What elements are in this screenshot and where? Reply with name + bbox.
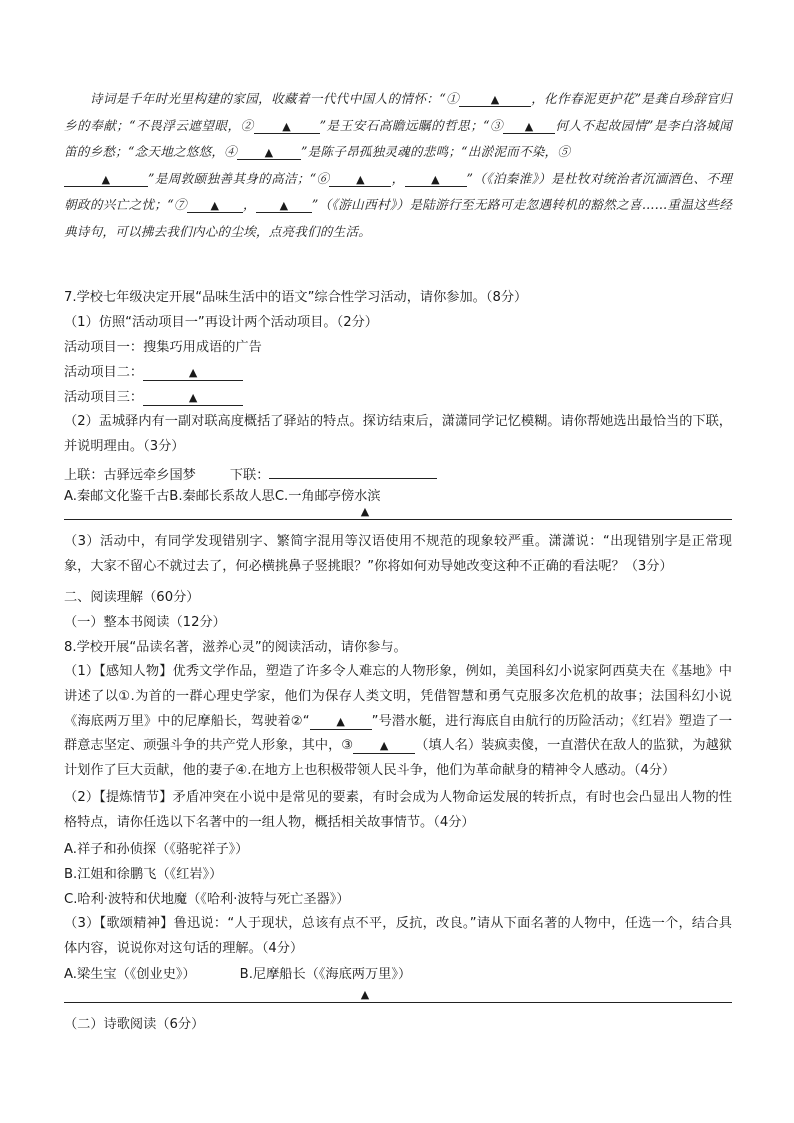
section2-title: 二、阅读理解（60分） [64, 590, 200, 605]
q7-item1: 活动项目一：搜集巧用成语的广告 [64, 340, 262, 355]
q8-sub3: （3）【歌颂精神】鲁迅说：“人于现状，总该有点不平，反抗，改良。”请从下面名著的人物中，任选一个，结合具体内容，说说你对这句话的理解。（4分） [64, 916, 732, 956]
answer-blank-7a[interactable] [187, 197, 243, 213]
q7-sub1: （1）仿照“活动项目一”再设计两个活动项目。（2分） [64, 315, 378, 330]
q7-sub3: （3）活动中，有同学发现错别字、繁简字混用等汉语使用不规范的现象较严重。潇潇说：“出现错别字是正常现象，大家不留心不就过去了，何必横挑鼻子竖挑眼？”你将如何劝导她改变这种不正确的看法呢？（3分） [64, 534, 732, 574]
blank-marker: ▲ [210, 199, 220, 213]
blank-marker: ▲ [279, 199, 289, 213]
q8-option-b: B.江姐和徐鹏飞（《红岩》） [64, 867, 223, 882]
q8-sub1-text: ”号潜水艇，进行海底自由航行的历险活动；《红岩》塑造了一群意志坚定、顽强斗争的共产党人形象，其中，③ [64, 713, 733, 754]
blank-marker: ▲ [188, 391, 198, 404]
q7-item2-row [64, 363, 732, 383]
blank-marker: ▲ [431, 172, 440, 186]
answer-blank-1[interactable] [459, 91, 531, 107]
intro-text: ”（《游山西村》）是陆游行至无路可走忽遇转机的豁然之喜……重温这些经典诗句，可以拂去我们内心的尘埃，点亮我们的生活。 [64, 197, 733, 239]
intro-text: 何人不起故园情”是李白洛城闻笛的乡愁；“念天地之悠悠，④ [64, 117, 732, 160]
blank-marker: ▲ [101, 172, 111, 186]
section2-part1: （一）整本书阅读（12分） [64, 615, 226, 630]
intro-text: ， [391, 170, 405, 186]
q8-title: 8.学校开展“品读名著，滋养心灵”的阅读活动，请你参与。 [64, 640, 407, 655]
q8-sub1-text: （1）【感知人物】优秀文学作品，塑造了许多令人难忘的人物形象，例如，美国科幻小说家阿西莫夫在《基地》中讲述了以①.为首的一群心理史学家，他们为保存人类文明，凭借智慧和勇气克服多次危机的故事；法国科幻小说《海底两万里》中的尼摩船长，驾驶着②“ [64, 664, 732, 729]
answer-marker: ▲ [360, 505, 370, 518]
q8-sub1 [64, 660, 732, 784]
blank-marker: ▲ [264, 146, 274, 160]
blank-marker: ▲ [524, 119, 534, 133]
q7-title: 7.学校七年级决定开展“品味生活中的语文”综合性学习活动，请你参加。（8分） [64, 290, 528, 305]
answer-blank-3[interactable] [503, 118, 555, 134]
blank-marker: ▲ [336, 714, 345, 728]
q7-item3-blank[interactable] [143, 390, 243, 406]
answer-line[interactable] [64, 1002, 732, 1003]
q7-options: A.秦邮文化鉴千古B.秦邮长系故人思C.一角邮亭傍水滨 [64, 489, 381, 504]
q8-option-c: C.哈利·波特和伏地魔（《哈利·波特与死亡圣器》） [64, 892, 350, 907]
blank-marker: ▲ [379, 739, 389, 753]
q7-item3-label: 活动项目三： [64, 390, 144, 405]
answer-blank-6a[interactable] [329, 171, 391, 187]
couplet-lower-blank[interactable] [269, 463, 437, 479]
blank-marker: ▲ [282, 119, 291, 133]
couplet-lower-label: 下联： [229, 468, 270, 483]
q8-sub3-options [64, 965, 732, 985]
q8-blank-3[interactable] [353, 738, 415, 754]
intro-text: ， [242, 197, 256, 213]
answer-line[interactable] [64, 519, 732, 520]
intro-paragraph [64, 86, 732, 246]
answer-blank-4[interactable] [237, 144, 301, 160]
q7-sub2: （2）盂城驿内有一副对联高度概括了驿站的特点。探访结束后，潇潇同学记忆模糊。请你帮她选出最恰当的下联，并说明理由。（3分） [64, 414, 732, 454]
blank-marker: ▲ [188, 366, 198, 379]
q8-sub2: （2）【提炼情节】矛盾冲突在小说中是常见的要素，有时会成为人物命运发展的转折点，有时也会凸显出人物的性格特点，请你任选以下名著中的一组人物，概括相关故事情节。（4分） [64, 790, 732, 830]
intro-text: ”是周敦颐独善其身的高洁；“⑥ [148, 170, 330, 186]
blank-marker: ▲ [490, 93, 500, 106]
intro-text: ，化作春泥更护花”是龚自珍辞官归乡的奉献；“不畏浮云遮望眼，② [64, 91, 733, 133]
q7-item2-label: 活动项目二： [64, 365, 144, 380]
answer-blank-7b[interactable] [256, 197, 312, 213]
q7-couplet-row [64, 463, 732, 486]
q8-option-a: A.祥子和孙侦探（《骆驼祥子》） [64, 842, 249, 857]
q8-sub3-option-b: B.尼摩船长（《海底两万里》） [239, 967, 412, 982]
intro-text: 诗词是千年时光里构建的家园，收藏着一代代中国人的情怀：“① [89, 91, 460, 106]
answer-blank-6b[interactable] [405, 171, 467, 187]
answer-marker: ▲ [360, 988, 370, 1001]
answer-blank-5[interactable] [64, 171, 148, 187]
intro-text: ”是王安石高瞻远瞩的哲思；“③ [319, 117, 504, 133]
q8-sub1-text: （填人名）装疯卖傻，一直潜伏在敌人的监狱，为越狱计划作了巨大贡献，他的妻子④.在地方上也积极带领人民斗争，他们为革命献身的精神令人感动。（4分） [64, 738, 732, 779]
q8-blank-2[interactable] [310, 714, 372, 730]
blank-marker: ▲ [356, 172, 365, 186]
intro-text: ”是陈子昂孤独灵魂的悲鸣；“出淤泥而不染，⑤ [300, 144, 571, 160]
couplet-upper: 上联：古驿远牵乡国梦 [64, 468, 196, 483]
part2-title: （二）诗歌阅读（6分） [64, 1017, 205, 1032]
answer-blank-2[interactable] [254, 118, 320, 134]
q7-item2-blank[interactable] [143, 365, 243, 381]
intro-text: ”（《泊秦淮》）是杜牧对统治者沉湎酒色、不理朝政的兴亡之忧；“⑦ [64, 170, 732, 213]
q8-sub3-option-a: A.梁生宝（《创业史》） [64, 967, 196, 982]
q7-item3-row [64, 388, 732, 408]
